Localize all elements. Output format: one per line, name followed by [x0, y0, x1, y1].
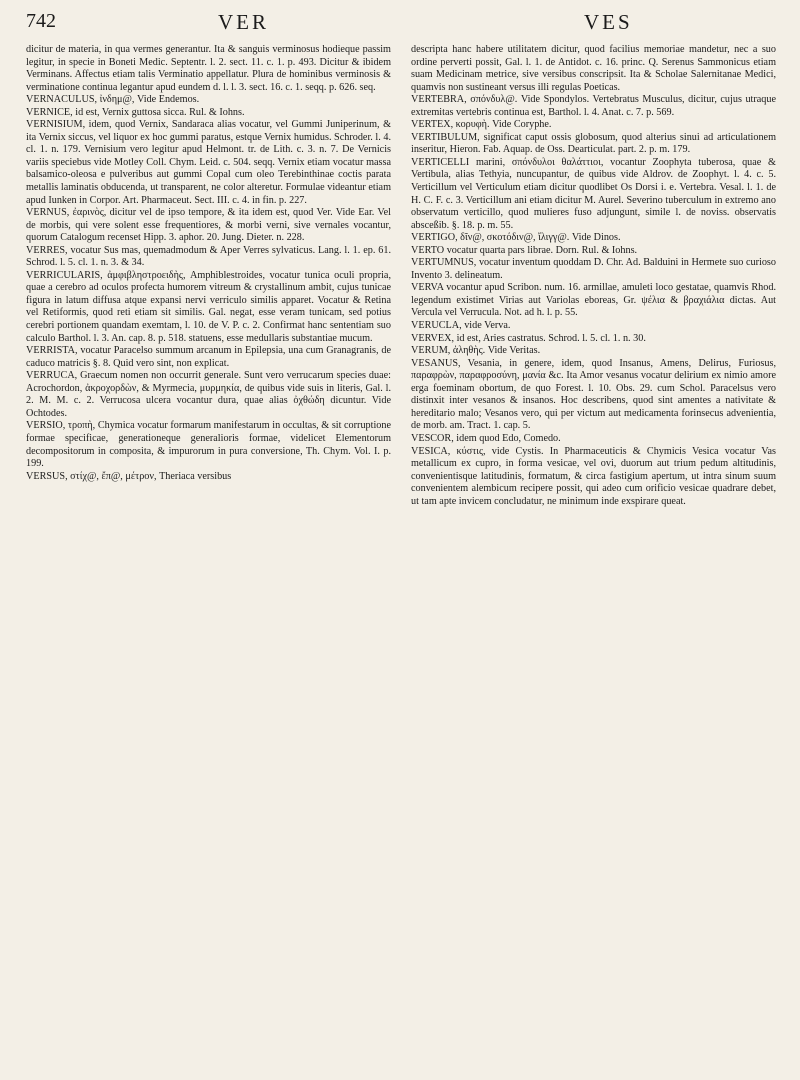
dictionary-entry: VERTICELLI marini, σπόνδυλοι θαλάττιοι, vocantur Zoophyta tuberosa, quae & Vertibula, alias Tethyia, nuncupantur, de quibus vide Aldrov. de Zoophyt. l. 4. c. 5. Verticillum vel Verticulum etiam dicitur quodlibet Os Dorsi i. e. Vertebra. Vesal. l. 1. de H. C. F. c. 3. Verticillum ani etiam dicitur M. Aurel. Severino tuberculum in extremo ano observatum verticillo, quod mulieres fuso adjungunt, simile l. de noviss. observatis absceßib. §. 18. p. m. 55. — [411, 156, 776, 231]
running-head-left: VER — [218, 10, 269, 34]
dictionary-entry: VERTO vocatur quarta pars librae. Dorn. Rul. & Iohns. — [411, 244, 638, 256]
page-number: 742 — [26, 10, 56, 32]
dictionary-entry: VERUCLA, vide Verva. — [411, 320, 511, 332]
dictionary-entry: VERTEBRA, σπόνδυλ@. Vide Spondylos. Vertebratus Musculus, dicitur, cujus utraque extremitas vertebris continua est, Barthol. l. 4. Anat. c. 7. p. 569. — [411, 94, 776, 118]
dictionary-entry: VERNISIUM, idem, quod Vernix, Sandaraca alias vocatur, vel Gummi Juniperinum, & ita Vernix siccus, vel liquor ex hoc gummi paratus, estque Vernix humidus. Schroder. l. 4. cl. 1. n. 179. Vernisium vero legitur apud Helmont. tr. de Lith. c. 3. n. 7. De Vernicis variis speciebus vide Motley Coll. Chym. Leid. c. 504. seqq. Vernix etiam vocatur massa balsamico-oleosa e pulveribus aut gummi Copal cum oleo Terebinthinae coctis parata metallis laminatis obducenda, ut transparent, ne color alteretur. Formulae videantur etiam apud Iunken in Corpor. Art. Pharmaceut. Sect. III. c. 4. in fin. p. 227. — [26, 119, 391, 206]
right-column — [411, 44, 776, 1074]
text-columns — [26, 44, 776, 1074]
dictionary-entry: VERNUS, ἐαρινὸς, dicitur vel de ipso tempore, & ita idem est, quod Ver. Vide Ear. Vel de morbis, qui vere solent esse frequentiores, & morbi verni, sive vernales vocantur, quorum Catalogum recenset Hipp. 3. aphor. 20. Jung. Dieter. n. 228. — [26, 207, 391, 244]
dictionary-entry: VESCOR, idem quod Edo, Comedo. — [411, 432, 561, 444]
dictionary-entry: descripta hanc habere utilitatem dicitur, quod facilius memoriae mandetur, nec a suo ordine perverti possit, Gal. l. 1. de Antidot. c. 16. princ. Q. Serenus Sammonicus etiam suam Medicinam metrice, sive versibus conscripsit. Ita & Scholae Salernitanae Medici, quamvis non sustineant versus illi regulas Poeticas. — [411, 44, 776, 93]
dictionary-entry: VERSUS, στίχ@, ἔπ@, μέτρον, Theriaca versibus — [26, 470, 232, 482]
dictionary-entry: VESANUS, Vesania, in genere, idem, quod Insanus, Amens, Delirus, Furiosus, παραφρὼν, παραφροσύνη, μανία &c. Ita Amor vesanus vocatur delirium ex nimio amore erga foeminam obortum, de quo Forest. l. 10. Obs. 29. cum Schol. Paracelsus vero distinxit inter vesanos & insanos. Hoc describens, quod sint amentes a nativitate & hereditario malo; Vesanos vero, qui per victum aut medicamenta forinsecus advenientia, de morb. am. Tract. 1. cap. 5. — [411, 357, 776, 432]
dictionary-entry: VESICA, κύστις, vide Cystis. In Pharmaceuticis & Chymicis Vesica vocatur Vas metallicum ex cupro, in forma vesicae, vel ovi, duorum aut trium pedum altitudinis, convenientisque latitudinis, formatum, & circa fastigium apertum, ut intra sinum suum convenientem alembicum recipere possit, qui adeo cum orificio vesicae quadrare debet, ut tam apte invicem concludatur, ne minimum inde exspirare queat. — [411, 445, 776, 507]
dictionary-entry: VERUM, ἀληθὴς. Vide Veritas. — [411, 345, 541, 357]
dictionary-entry: VERVEX, id est, Aries castratus. Schrod. l. 5. cl. 1. n. 30. — [411, 332, 646, 344]
dictionary-entry: VERVA vocantur apud Scribon. num. 16. armillae, amuleti loco gestatae, quamvis Rhod. legendum existimet Virias aut Variolas eboreas, Gr. ψέλια & βραχιάλια dictas. Aut Vercula vel Verrucula. Not. ad h. l. p. 55. — [411, 282, 776, 319]
dictionary-entry: dicitur de materia, in qua vermes generantur. Ita & sanguis verminosus hodieque passim legitur, in specie in Boneti Medic. Septentr. l. 2. sect. 11. c. 1. p. 493. Dicitur & ibidem Verminans. Affectus etiam talis Verminatio appellatur. Plura de hominibus verminosis & verminatione continua legantur apud eundem d. l. l. 3. sect. 16. c. 1. seqq. p. 626. seq. — [26, 44, 391, 93]
dictionary-entry: VERNICE, id est, Vernix guttosa sicca. Rul. & Iohns. — [26, 106, 245, 118]
running-head-right: VES — [584, 10, 633, 34]
dictionary-entry: VERRISTA, vocatur Paracelso summum arcanum in Epilepsia, una cum Granagranis, de caduco matricis §. 8. Quid vero sint, non explicat. — [26, 345, 391, 369]
dictionary-entry: VERTIBULUM, significat caput ossis globosum, quod alterius sinui ad articulationem inseritur, Hieron. Fab. Aquap. de Oss. Dearticulat. part. 2. p. m. 179. — [411, 131, 776, 156]
dictionary-entry: VERNACULUS, ἰνδημ@, Vide Endemos. — [26, 94, 200, 106]
dictionary-entry: VERRUCA, Graecum nomen non occurrit generale. Sunt vero verrucarum species duae: Acrochordon, ἀκροχορδὼν, & Myrmecia, μυρμηκία, de quibus vide suis in literis, Gal. l. 2. M. M. c. 2. Verrucosa ulcera vocantur dura, quae alias ὀχθώδη dicuntur. Vide Ochtodes. — [26, 370, 391, 419]
dictionary-entry: VERTUMNUS, vocatur inventum quoddam D. Chr. Ad. Balduini in Hermete suo curioso Invento 3. delineatum. — [411, 257, 776, 281]
dictionary-entry: VERRES, vocatur Sus mas, quemadmodum & Aper Verres sylvaticus. Lang. l. 1. ep. 61. Schrod. l. 5. cl. 1. n. 3. & 34. — [26, 244, 391, 269]
page-header — [26, 10, 776, 44]
dictionary-entry: VERTIGO, δῖν@, σκοτόδιν@, ἴλιγγ@. Vide Dinos. — [411, 232, 621, 244]
dictionary-entry: VERRICULARIS, ἀμφιβληστροειδὴς, Amphiblestroides, vocatur tunica oculi propria, quae a cerebro ad oculos profecta humorem vitreum & crystallinum ambit, cujus tunicae figura in latum diffusa atque expansi nervi verriculo similis apparet. Vocatur & Retina vel Retiformis, quod reti etiam sit similis. Gal. negat, esse veram tunicam, sed potius cerebri portionem quandam exemtam, l. 10. de V. P. c. 2. Confirmat hanc sententiam suo calculo Barthol. l. 3. An. cap. 8. p. 518. statuens, esse medullaris substantiae mucum. — [26, 269, 391, 344]
dictionary-entry: VERTEX, κορυφὴ. Vide Coryphe. — [411, 119, 552, 131]
left-column — [26, 44, 391, 1074]
dictionary-entry: VERSIO, τροπὴ, Chymica vocatur formarum manifestarum in occultas, & sit corruptione formae specificae, generationeque generalioris formae, videlicet Elementorum decompositorum in composita, & impurorum in pura conversione, Th. Chym. Vol. I. p. 199. — [26, 420, 391, 470]
